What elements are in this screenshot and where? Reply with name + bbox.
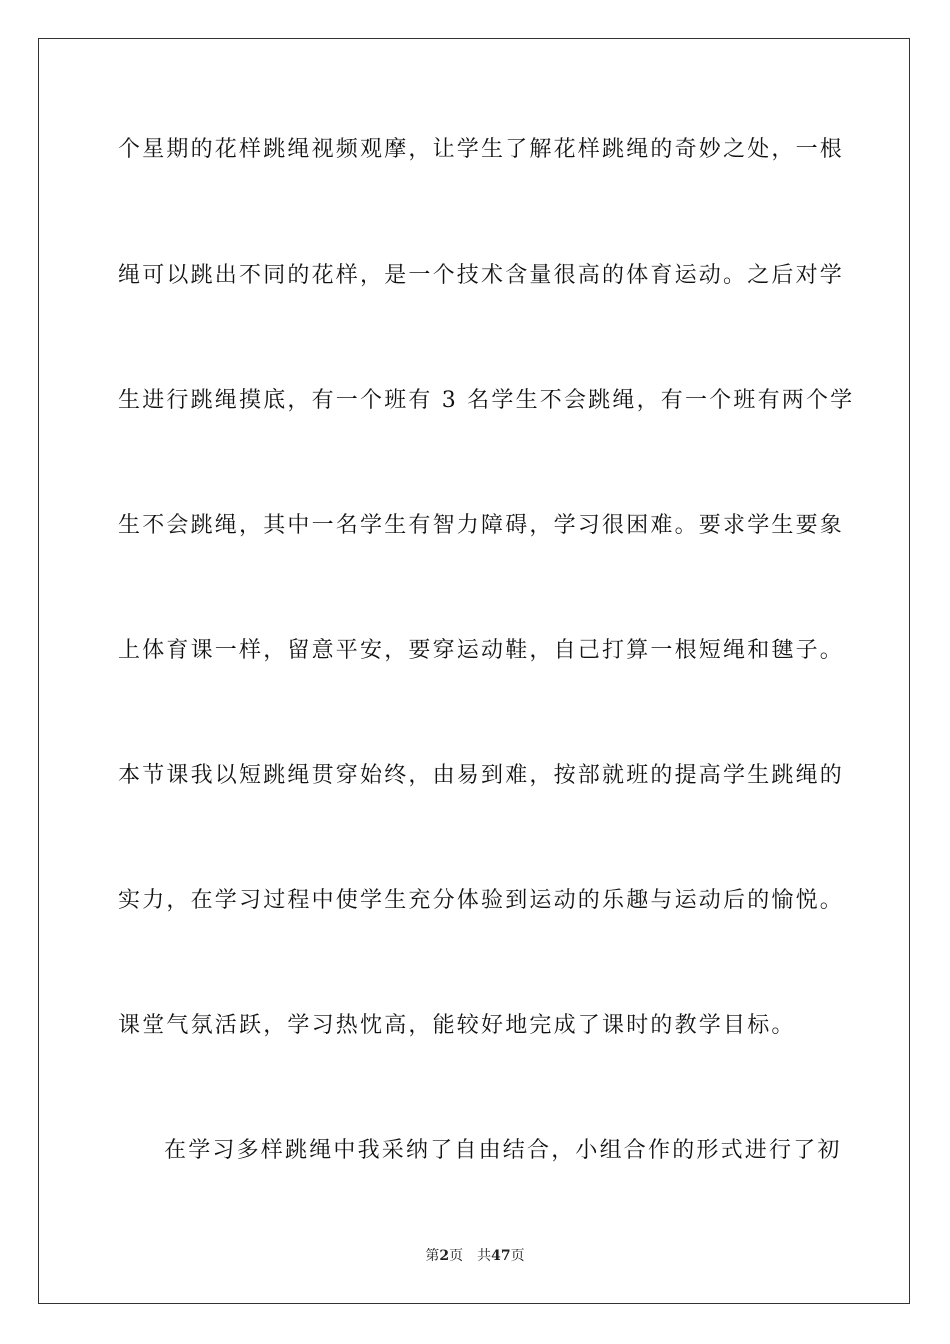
paragraph-line: 生进行跳绳摸底，有一个班有 3 名学生不会跳绳，有一个班有两个学 (118, 388, 855, 413)
paragraph-line: 本节课我以短跳绳贯穿始终，由易到难，按部就班的提高学生跳绳的 (118, 763, 845, 788)
page-footer (0, 1246, 950, 1266)
paragraph-line: 在学习多样跳绳中我采纳了自由结合，小组合作的形式进行了初 (164, 1138, 842, 1163)
page-suffix: 页 (449, 1248, 464, 1264)
paragraph-line: 绳可以跳出不同的花样，是一个技术含量很高的体育运动。之后对学 (118, 263, 845, 288)
paragraph-line: 个星期的花样跳绳视频观摩，让学生了解花样跳绳的奇妙之处，一根 (118, 137, 845, 162)
page-number: 2 (439, 1248, 450, 1264)
total-prefix: 共 (477, 1248, 492, 1264)
page-border (38, 38, 910, 1304)
paragraph-line: 生不会跳绳，其中一名学生有智力障碍，学习很困难。要求学生要象 (118, 513, 845, 538)
paragraph-line: 实力，在学习过程中使学生充分体验到运动的乐趣与运动后的愉悦。 (118, 888, 845, 913)
total-suffix: 页 (510, 1248, 525, 1264)
paragraph-line: 上体育课一样，留意平安，要穿运动鞋，自己打算一根短绳和毽子。 (118, 638, 845, 663)
page-total: 47 (491, 1248, 511, 1264)
paragraph-line: 课堂气氛活跃，学习热忱高，能较好地完成了课时的教学目标。 (118, 1013, 796, 1038)
page-prefix: 第 (425, 1248, 440, 1264)
